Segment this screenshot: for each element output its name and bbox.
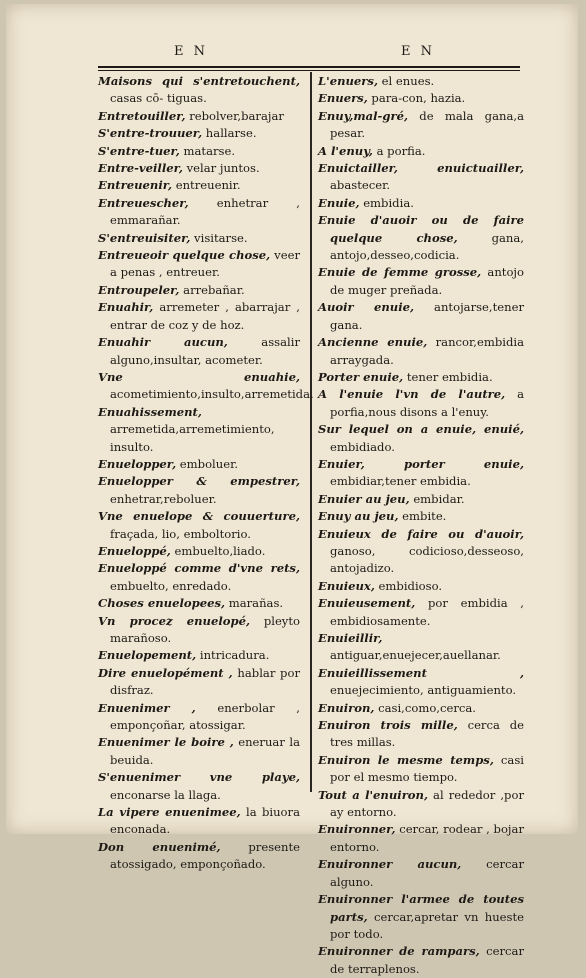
headword: Enuictailler, enuictuailler,	[318, 161, 524, 176]
headword: Enuiron le mesme temps,	[318, 752, 494, 767]
headword: Enuy,mal-gré,	[318, 108, 408, 123]
translation: hallarse.	[202, 126, 257, 141]
translation: pleyto marañoso.	[110, 613, 300, 645]
dictionary-entry	[318, 90, 524, 107]
translation: enerbolar , emponçoñar, atossigar.	[110, 700, 300, 733]
headword: Enuy au jeu,	[318, 509, 399, 524]
headword: Enuenimer ,	[98, 700, 196, 715]
headword: Enuahir aucun,	[98, 335, 228, 350]
dictionary-entry	[98, 665, 300, 700]
dictionary-entry	[98, 769, 300, 804]
dictionary-entry	[318, 787, 524, 822]
headword: Vne enuahie,	[98, 369, 300, 384]
right-column	[318, 73, 524, 978]
dictionary-entry	[318, 195, 524, 212]
dictionary-entry	[98, 647, 300, 664]
headword: Ancienne enuie,	[318, 335, 428, 350]
dictionary-entry	[318, 491, 524, 508]
headword: Vn procez enuelopé,	[98, 613, 250, 628]
translation: embite.	[398, 509, 447, 524]
headword: Maisons qui s'entretouchent,	[98, 74, 300, 88]
translation: al rededor ,por ay entorno.	[330, 787, 524, 820]
translation: visitarse.	[190, 230, 248, 245]
translation: fraçada, lio, emboltorio.	[110, 526, 251, 541]
translation: enhetrar , emmarañar.	[110, 195, 300, 228]
headword: Entreuenir,	[98, 178, 173, 193]
translation: eneruar la beuida.	[110, 735, 300, 767]
dictionary-entry	[98, 334, 300, 369]
translation: veer a penas , entreuer.	[110, 248, 300, 280]
dictionary-entry	[318, 526, 524, 578]
translation: arremetida,arremetimiento, insulto.	[110, 422, 275, 454]
translation: hablar por disfraz.	[110, 665, 300, 698]
dictionary-entry	[98, 560, 300, 595]
dictionary-entry	[98, 404, 300, 456]
dictionary-entry	[98, 700, 300, 735]
dictionary-entry	[318, 717, 524, 752]
headword: Entroupeler,	[98, 282, 180, 297]
headword: Enuelopper & empestrer,	[98, 474, 300, 489]
dictionary-entry	[318, 578, 524, 595]
column-divider	[310, 72, 312, 792]
translation: antiguar,enuejecer,auellanar.	[330, 648, 501, 663]
headword: Enuironner,	[318, 822, 396, 837]
header-rule-thin	[98, 70, 520, 71]
headword: Enuieusement,	[318, 596, 416, 611]
translation: intricadura.	[196, 648, 270, 663]
translation: acometimiento,insulto,arremetida.	[110, 387, 314, 402]
translation: tener embidia.	[403, 369, 493, 384]
dictionary-entry	[98, 613, 300, 648]
dictionary-entry	[318, 821, 524, 856]
dictionary-entry	[318, 752, 524, 787]
headword: Enueloppé comme d'vne rets,	[98, 561, 300, 576]
dictionary-entry	[318, 264, 524, 299]
running-header	[6, 44, 578, 60]
headword: Enuironner de rampars,	[318, 944, 480, 959]
dictionary-entry	[318, 386, 524, 421]
dictionary-entry	[98, 456, 300, 473]
translation: ganoso, codicioso,desseoso, antojadizo.	[330, 543, 524, 576]
header-rule	[98, 66, 520, 68]
headword: Enuie de femme grosse,	[318, 265, 482, 280]
dictionary-entry	[318, 595, 524, 630]
book-page	[6, 4, 578, 976]
headword: Dire enuelopément ,	[98, 665, 233, 680]
translation: entreuenir.	[172, 178, 241, 193]
translation: antojo de muger preñada.	[330, 265, 525, 297]
dictionary-entry	[318, 856, 524, 891]
translation: gana, antojo,desseo,codicia.	[330, 230, 524, 263]
headword: Enuie,	[318, 195, 360, 210]
dictionary-entry	[318, 108, 524, 143]
dictionary-entry	[98, 473, 300, 508]
headword: Enuenimer le boire ,	[98, 735, 234, 750]
translation: casi por el mesmo tiempo.	[330, 752, 524, 785]
headword: Enuiron trois mille,	[318, 718, 458, 733]
translation: emboluer.	[176, 456, 239, 471]
headword: Enuieux,	[318, 578, 375, 593]
dictionary-entry	[98, 247, 300, 282]
headword: S'entre-trouuer,	[98, 126, 203, 141]
dictionary-entry	[98, 195, 300, 230]
headword: Entreueoir quelque chose,	[98, 248, 271, 263]
translation: la biuora enconada.	[110, 805, 300, 837]
translation: el enues.	[377, 74, 435, 88]
translation: enuejecimiento, antiguamiento.	[330, 683, 517, 698]
headword: Enuelopement,	[98, 648, 197, 663]
dictionary-entry	[98, 282, 300, 299]
headword: Enuahissement,	[98, 404, 202, 419]
translation: casas cō- tiguas.	[110, 91, 207, 106]
dictionary-entry	[98, 804, 300, 839]
dictionary-entry	[98, 595, 300, 612]
dictionary-entry	[98, 543, 300, 560]
headword: A l'enuie l'vn de l'autre,	[318, 387, 506, 402]
dictionary-entry	[98, 108, 300, 125]
translation: cercar alguno.	[330, 857, 524, 889]
headword: Enuironner aucun,	[318, 857, 462, 872]
dictionary-entry	[318, 891, 524, 943]
dictionary-entry	[318, 143, 524, 160]
translation: assalir alguno,insultar, acometer.	[110, 335, 300, 367]
dictionary-entry	[318, 299, 524, 334]
header-left: E N	[174, 44, 208, 59]
dictionary-entry	[318, 160, 524, 195]
headword: Porter enuie,	[318, 369, 404, 384]
headword: Enuieillir,	[318, 631, 383, 645]
translation: presente atossigado, emponçoñado.	[110, 839, 300, 872]
headword: A l'enuy,	[318, 143, 373, 158]
headword: Choses enuelopees,	[98, 596, 226, 611]
translation: embidiado.	[330, 439, 395, 454]
translation: velar juntos.	[182, 161, 260, 176]
translation: embidia.	[359, 195, 414, 210]
headword: Enuers,	[318, 91, 368, 106]
translation: cercar, rodear , bojar entorno.	[330, 822, 524, 854]
translation: embuelto,liado.	[170, 543, 266, 558]
headword: L'enuers,	[318, 74, 378, 88]
dictionary-entry	[98, 508, 300, 543]
dictionary-entry	[318, 334, 524, 369]
translation: arrebañar.	[179, 282, 245, 297]
left-column	[98, 73, 314, 874]
headword: Enuelopper,	[98, 456, 177, 471]
headword: S'enuenimer vne playe,	[98, 770, 300, 785]
headword: Entreuescher,	[98, 195, 189, 210]
headword: Tout a l'enuiron,	[318, 787, 428, 802]
dictionary-entry	[318, 943, 524, 978]
dictionary-entry	[98, 143, 300, 160]
dictionary-entry	[98, 177, 300, 194]
dictionary-entry	[98, 299, 300, 334]
translation: de mala gana,a pesar.	[330, 108, 524, 141]
translation: cerca de tres millas.	[330, 718, 524, 750]
translation: para-con, hazia.	[367, 91, 466, 106]
dictionary-entry	[98, 160, 300, 177]
translation: embidar.	[409, 491, 465, 506]
translation: antojarse,tener gana.	[330, 300, 524, 332]
headword: Enuie d'auoir ou de faire quelque chose,	[318, 213, 524, 245]
dictionary-entry	[318, 630, 524, 665]
dictionary-entry	[318, 700, 524, 717]
translation: cercar de terraplenos.	[330, 944, 524, 976]
translation: matarse.	[179, 143, 236, 158]
dictionary-entry	[98, 369, 314, 404]
header-right: E N	[401, 44, 435, 59]
translation: embuelto, enredado.	[110, 578, 232, 593]
headword: Entretouiller,	[98, 108, 186, 123]
dictionary-entry	[318, 73, 524, 90]
translation: marañas.	[225, 596, 284, 611]
headword: Enuieillissement ,	[318, 665, 524, 680]
dictionary-entry	[318, 212, 524, 264]
headword: Sur lequel on a enuie, enuié,	[318, 422, 524, 437]
dictionary-entry	[98, 125, 300, 142]
dictionary-entry	[98, 734, 300, 769]
translation: arremeter , abarrajar , entrar de coz y de hoz.	[110, 300, 300, 332]
dictionary-entry	[318, 421, 524, 456]
dictionary-entry	[318, 665, 524, 700]
headword: Enuier au jeu,	[318, 491, 410, 506]
headword: Enuahir,	[98, 300, 154, 315]
headword: Enuieux de faire ou d'auoir,	[318, 526, 524, 541]
headword: Enuier, porter enuie,	[318, 456, 524, 471]
dictionary-entry	[318, 369, 524, 386]
dictionary-entry	[98, 73, 300, 108]
translation: a porfia,nous disons a l'enuy.	[330, 387, 524, 419]
translation: enhetrar,reboluer.	[110, 491, 217, 506]
translation: enconarse la llaga.	[110, 787, 221, 802]
headword: S'entreuisiter,	[98, 230, 191, 245]
translation: rebolver,barajar	[185, 108, 284, 123]
translation: abastecer.	[330, 178, 391, 193]
dictionary-entry	[318, 508, 524, 525]
headword: Enuironner l'armee de toutes parts,	[318, 892, 524, 924]
headword: Vne enuelope & couuerture,	[98, 509, 300, 524]
dictionary-entry	[98, 839, 300, 874]
translation: embidioso.	[374, 578, 443, 593]
headword: La vipere enuenimee,	[98, 805, 241, 820]
translation: a porfia.	[372, 143, 426, 158]
dictionary-entry	[318, 456, 524, 491]
headword: S'entre-tuer,	[98, 143, 180, 158]
headword: Entre-veiller,	[98, 161, 183, 176]
headword: Auoir enuie,	[318, 300, 415, 315]
translation: casi,como,cerca.	[374, 700, 476, 715]
translation: rancor,embidia arraygada.	[330, 335, 524, 367]
headword: Don enuenimé,	[98, 839, 221, 854]
translation: embidiar,tener embidia.	[330, 474, 471, 489]
translation: cercar,apretar vn hueste por todo.	[330, 909, 524, 941]
dictionary-entry	[98, 230, 300, 247]
translation: por embidia , embidiosamente.	[330, 596, 524, 628]
headword: Enuiron,	[318, 700, 375, 715]
headword: Enueloppé,	[98, 543, 171, 558]
